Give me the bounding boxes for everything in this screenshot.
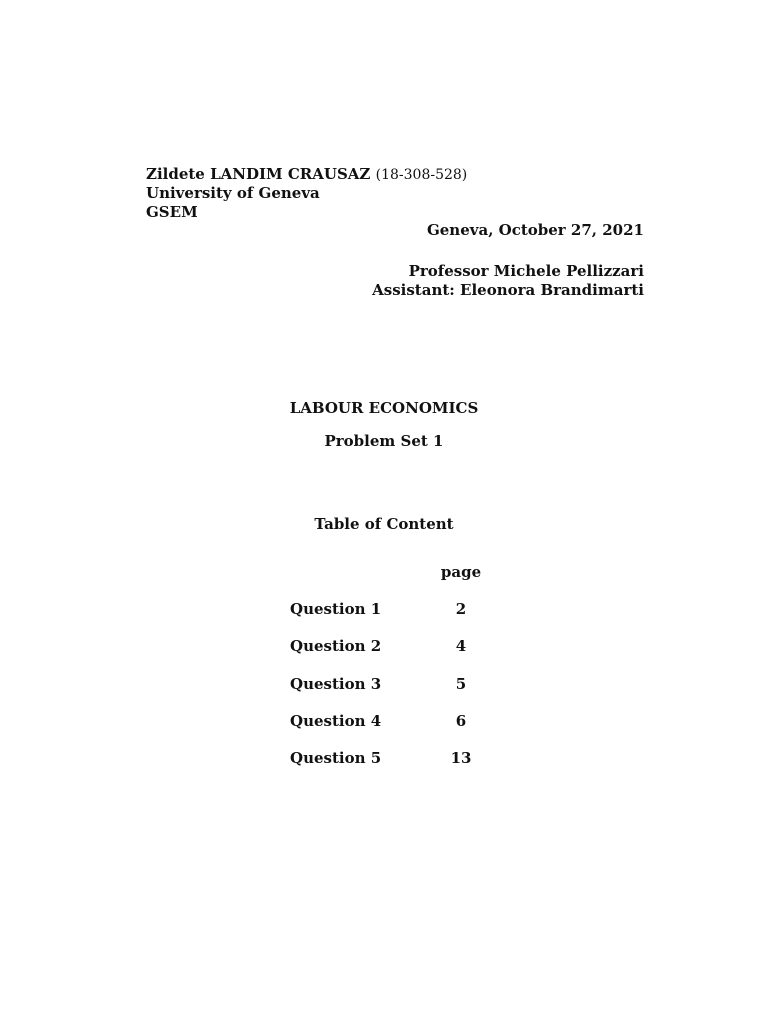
toc-heading: Table of Content [314, 515, 454, 533]
toc-entry-page: 2 [455, 600, 467, 618]
toc-entry-label: Question 1 [290, 600, 382, 618]
toc-entry-label: Question 3 [290, 675, 382, 693]
date-line: Geneva, October 27, 2021 [426, 221, 644, 239]
author-line [146, 165, 467, 184]
problem-set-title: Problem Set 1 [324, 432, 444, 450]
faculty-name: GSEM [146, 203, 198, 221]
course-title: LABOUR ECONOMICS [289, 399, 479, 417]
student-id: (18-308-528) [375, 167, 468, 183]
toc-entry-label: Question 5 [290, 749, 382, 767]
toc-entry-label: Question 2 [290, 637, 382, 655]
toc-entry-label: Question 4 [290, 712, 382, 730]
university-name: University of Geneva [146, 184, 320, 202]
author-first-name: Zildete [146, 165, 205, 183]
toc-entry-page: 4 [455, 637, 467, 655]
assistant-line: Assistant: Eleonora Brandimarti [372, 281, 644, 299]
toc-entry-page: 6 [455, 712, 467, 730]
professor-line: Professor Michele Pellizzari [408, 262, 644, 280]
toc-entry-page: 13 [450, 749, 472, 767]
author-last-name: LANDIM CRAUSAZ [210, 165, 371, 183]
toc-page-header: page [440, 563, 482, 581]
toc-entry-page: 5 [455, 675, 467, 693]
